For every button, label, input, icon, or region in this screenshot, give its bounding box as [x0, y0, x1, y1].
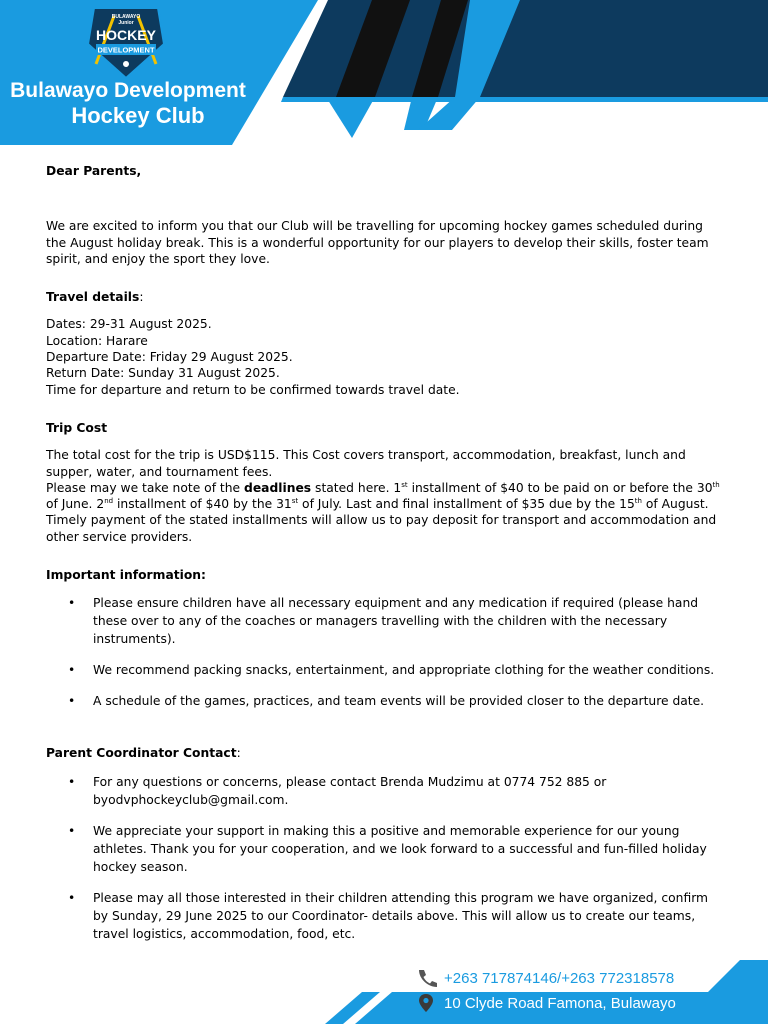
phone-numbers: +263 717874146/+263 772318578 [444, 969, 675, 987]
travel-heading [46, 289, 722, 305]
cost-deadlines: Please may we take note of the deadlines stated here. 1st installment of $40 to be paid on or before the 30th of June. 2nd installment of $40 by the 31st of July. Last and final installment of $35 due by the 15th of August. Timely payment of the stated installments will allow us to pay deposit for transport and accommodation and other service providers. [46, 480, 720, 544]
address-text: 10 Clyde Road Famona, Bulawayo [444, 994, 676, 1012]
travel-departure: Departure Date: Friday 29 August 2025. [46, 350, 293, 365]
club-name-line1: Bulawayo Development [10, 79, 246, 102]
intro-paragraph: We are excited to inform you that our Club will be travelling for upcoming hockey games scheduled during the August holiday break. This is a wonderful opportunity for our players to develop their skills, foster team spirit, and enjoy the sport they love. [46, 219, 709, 266]
travel-heading-text: Travel details [46, 290, 140, 305]
logo-sub-text: Junior [118, 20, 134, 26]
travel-time-note: Time for departure and return to be confirmed towards travel date. [46, 382, 460, 397]
letterhead-header [0, 0, 768, 150]
cost-heading: Trip Cost [46, 420, 108, 435]
letter-body [46, 163, 722, 956]
travel-heading-suffix: : [139, 290, 144, 305]
deadlines-word: deadlines [244, 480, 312, 495]
coordinator-heading-text: Parent Coordinator Contact [46, 746, 237, 761]
list-item: • Please may all those interested in their children attending this program we have organized, confirm by Sunday, 29 June 2025 to our Coordinator- details above. This will allow us to create our teams, travel logistics, accommodation, food, etc. [68, 890, 709, 941]
footer-phone [416, 968, 674, 988]
list-item: • Please ensure children have all necessary equipment and any medication if required (please hand these over to any of the coaches or managers travelling with the children with the necessary instruments). [68, 596, 699, 647]
list-item: • We recommend packing snacks, entertainment, and appropriate clothing for the weather conditions. [68, 663, 715, 678]
travel-location: Location: Harare [46, 333, 148, 348]
greeting: Dear Parents, [46, 164, 142, 178]
footer-address [416, 993, 676, 1013]
location-pin-icon [416, 993, 438, 1013]
list-item: • We appreciate your support in making this a positive and memorable experience for our young athletes. Thank you for your cooperation, and we look forward to a successful and fun-filled holiday hockey season. [68, 823, 707, 874]
logo-top-text: BULAWAYO [111, 14, 141, 20]
travel-return: Return Date: Sunday 31 August 2025. [46, 366, 280, 381]
club-name-line2: Hockey Club [71, 103, 205, 128]
phone-icon [416, 968, 438, 988]
list-item: • For any questions or concerns, please contact Brenda Mudzimu at 0774 752 885 or byodvphockeyclub@gmail.com. [68, 774, 607, 807]
travel-dates: Dates: 29-31 August 2025. [46, 317, 212, 332]
logo-main-text: HOCKEY [96, 27, 156, 43]
important-list [46, 594, 722, 710]
list-item: • A schedule of the games, practices, and team events will be provided closer to the departure date. [68, 694, 705, 709]
coordinator-list [46, 773, 722, 943]
club-logo [84, 4, 168, 80]
cost-total: The total cost for the trip is USD$115. This Cost covers transport, accommodation, breakfast, lunch and supper, water, and tournament fees. [46, 448, 686, 479]
coordinator-heading: Parent Coordinator Contact: [46, 746, 241, 761]
logo-banner-text: DEVELOPMENT [97, 45, 155, 55]
important-heading: Important information: [46, 568, 206, 583]
